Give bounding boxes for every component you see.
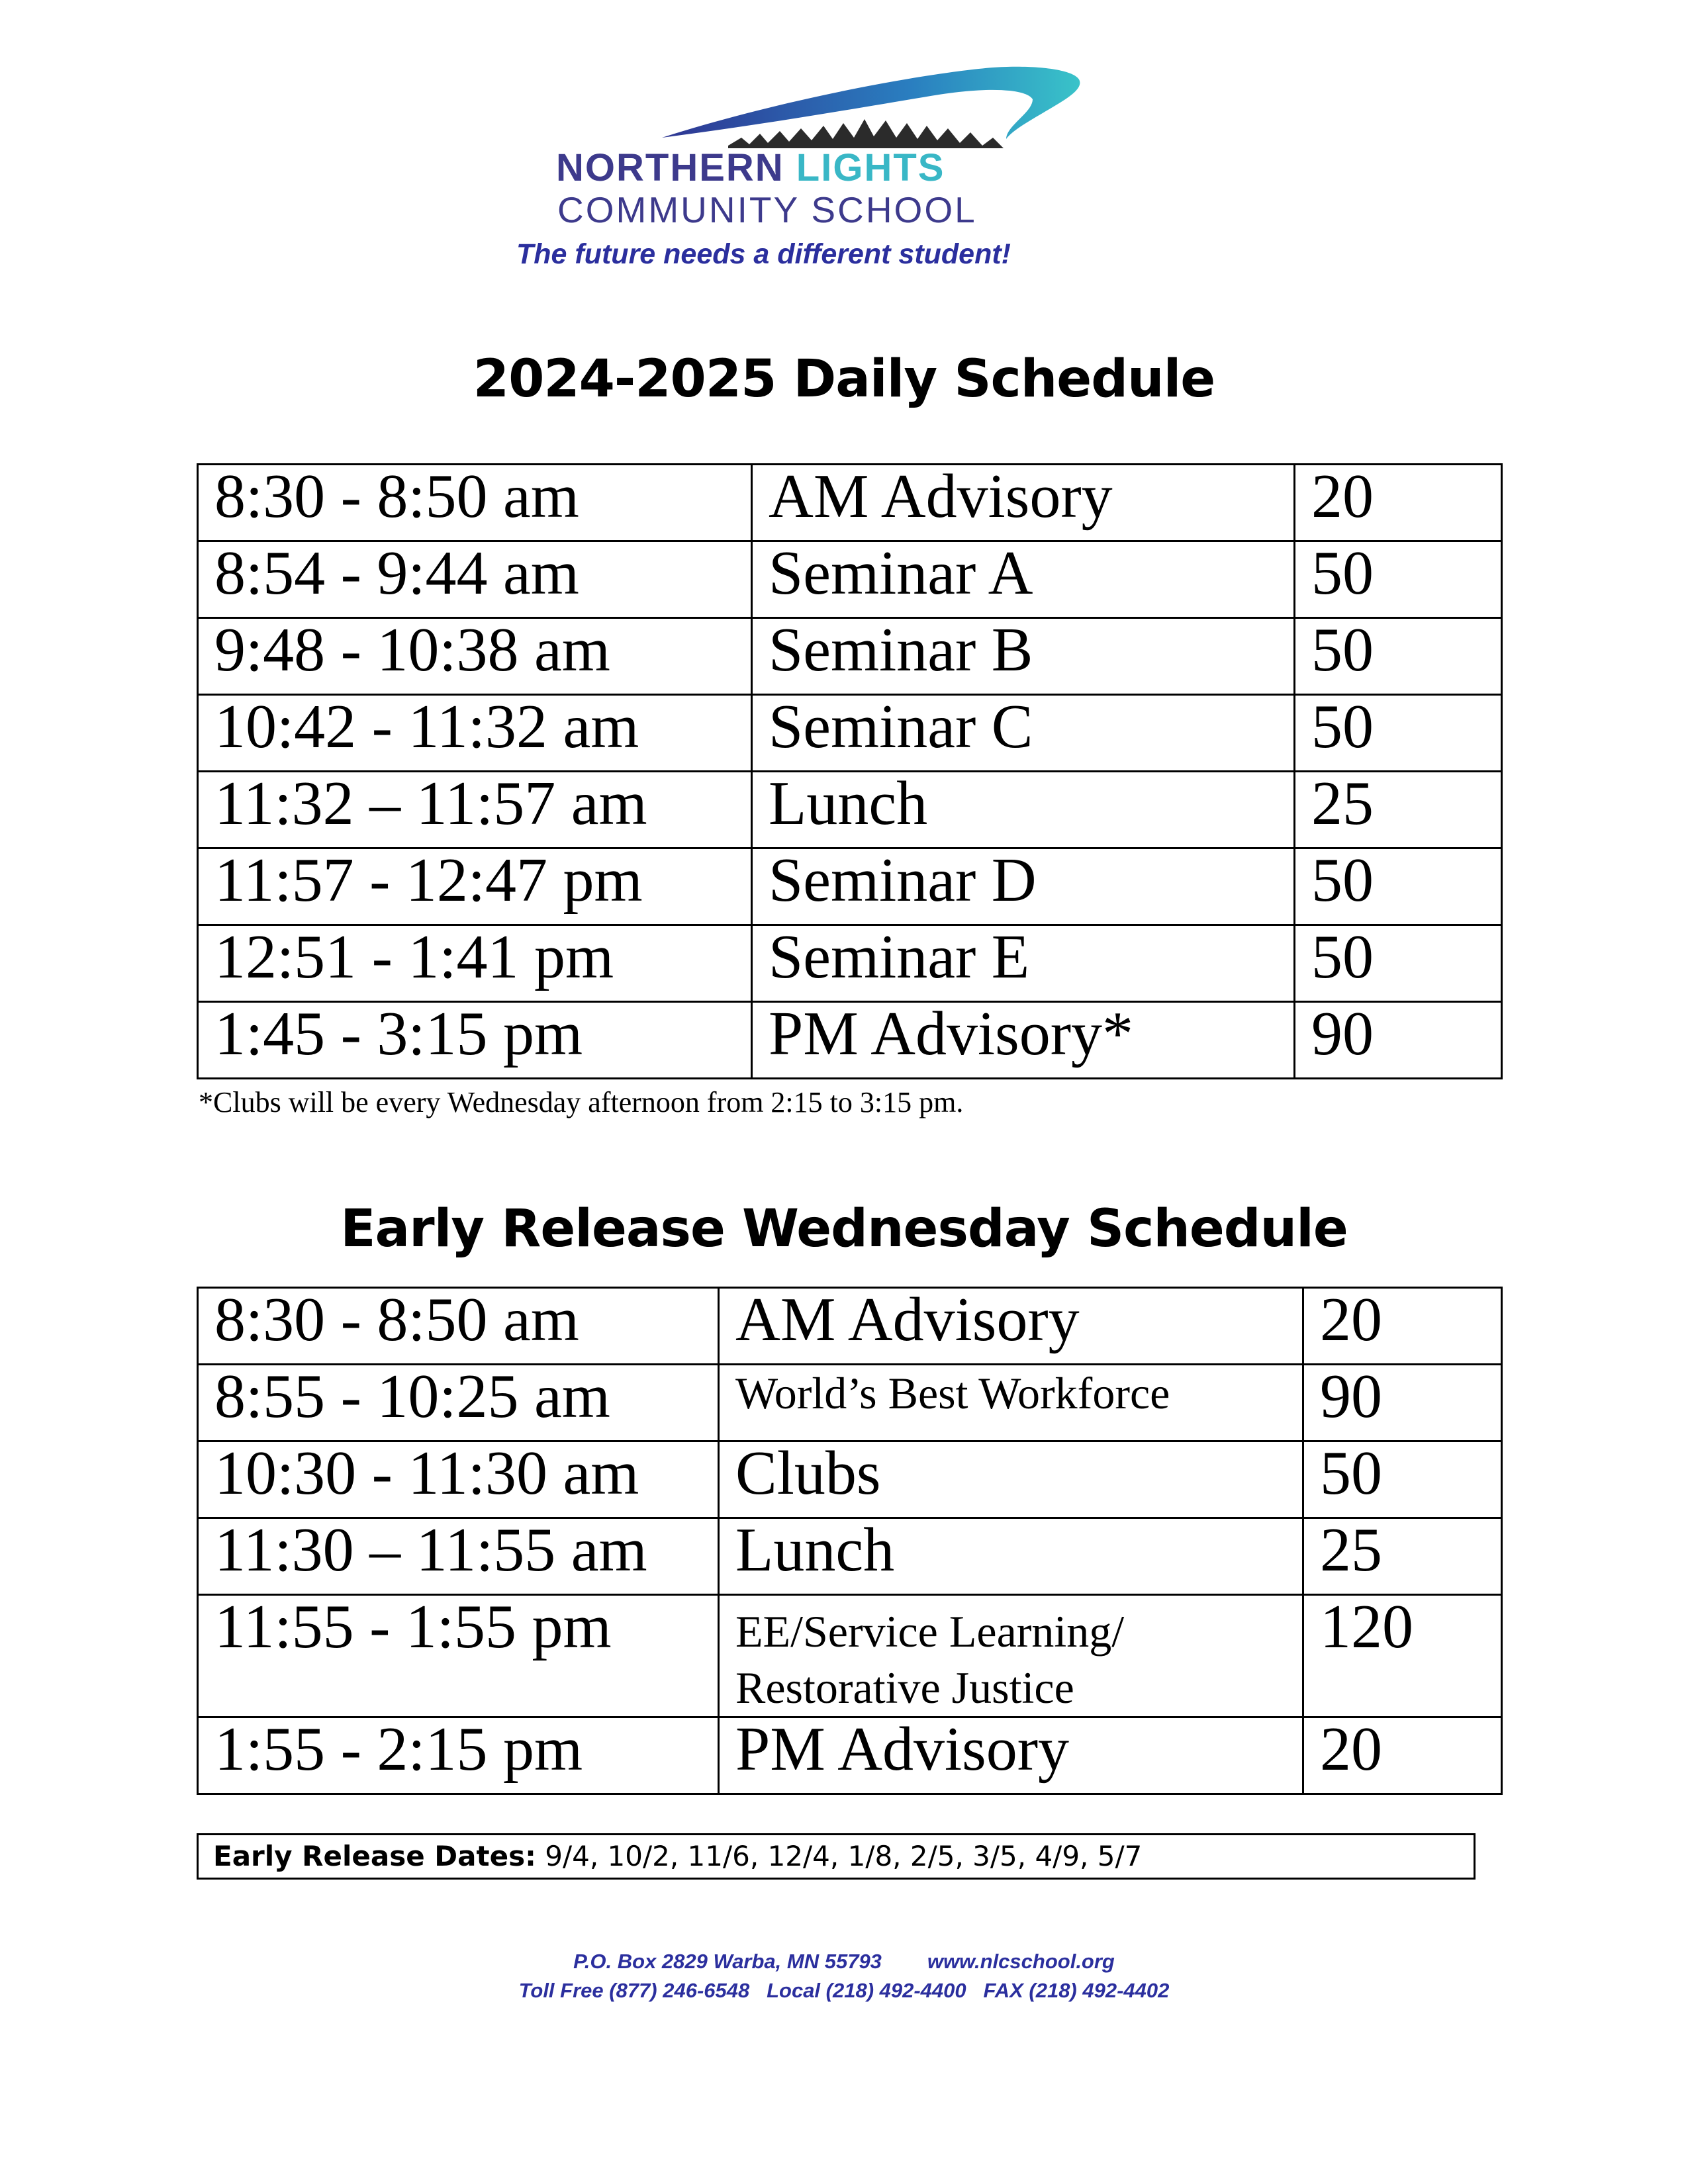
time-cell: 8:30 - 8:50 am xyxy=(198,465,752,541)
time-cell: 11:55 - 1:55 pm xyxy=(198,1595,719,1717)
logo-tagline: The future needs a different student! xyxy=(516,238,1011,270)
time-cell: 11:57 - 12:47 pm xyxy=(198,848,752,925)
schedule-row xyxy=(198,848,1502,925)
activity-cell: AM Advisory xyxy=(752,465,1295,541)
minutes-cell: 20 xyxy=(1303,1288,1502,1365)
minutes-cell: 50 xyxy=(1295,925,1502,1002)
activity-cell: PM Advisory* xyxy=(752,1002,1295,1079)
daily-schedule-table xyxy=(197,463,1503,1079)
logo-school-name xyxy=(556,146,945,190)
activity-line: EE/Service Learning/ xyxy=(735,1606,1125,1657)
time-cell: 1:55 - 2:15 pm xyxy=(198,1717,719,1794)
minutes-cell: 50 xyxy=(1295,541,1502,618)
schedule-row xyxy=(198,465,1502,541)
activity-cell: Lunch xyxy=(752,772,1295,848)
schedule-row xyxy=(198,541,1502,618)
time-cell: 10:30 - 11:30 am xyxy=(198,1441,719,1518)
logo-lights: LIGHTS xyxy=(796,146,945,189)
minutes-cell: 20 xyxy=(1303,1717,1502,1794)
early-release-table xyxy=(197,1287,1503,1795)
schedule-row xyxy=(198,1595,1502,1717)
schedule-row xyxy=(198,1288,1502,1365)
activity-cell: Seminar E xyxy=(752,925,1295,1002)
activity-cell: Seminar C xyxy=(752,695,1295,772)
logo-northern: NORTHERN xyxy=(556,146,784,189)
activity-line: Restorative Justice xyxy=(735,1662,1074,1713)
minutes-cell: 120 xyxy=(1303,1595,1502,1717)
time-cell: 9:48 - 10:38 am xyxy=(198,618,752,695)
activity-cell: Clubs xyxy=(719,1441,1303,1518)
minutes-cell: 25 xyxy=(1303,1518,1502,1595)
schedule-row xyxy=(198,1441,1502,1518)
northern-lights-swoosh-icon xyxy=(503,60,1139,152)
activity-cell: Seminar A xyxy=(752,541,1295,618)
time-cell: 12:51 - 1:41 pm xyxy=(198,925,752,1002)
activity-cell: PM Advisory xyxy=(719,1717,1303,1794)
schedule-row xyxy=(198,695,1502,772)
activity-cell: Seminar D xyxy=(752,848,1295,925)
minutes-cell: 50 xyxy=(1295,848,1502,925)
footer-address: P.O. Box 2829 Warba, MN 55793 www.nlcschool.org xyxy=(573,1950,1115,1973)
clubs-footnote: *Clubs will be every Wednesday afternoon from 2:15 to 3:15 pm. xyxy=(199,1086,964,1118)
logo-subtitle: COMMUNITY SCHOOL xyxy=(557,189,977,230)
schedule-row xyxy=(198,772,1502,848)
schedule-row xyxy=(198,1365,1502,1441)
activity-cell: World’s Best Workforce xyxy=(719,1365,1303,1441)
time-cell: 10:42 - 11:32 am xyxy=(198,695,752,772)
school-logo xyxy=(503,60,1139,285)
early-release-dates-value: 9/4, 10/2, 11/6, 12/4, 1/8, 2/5, 3/5, 4/9, 5/7 xyxy=(545,1840,1143,1872)
schedule-row xyxy=(198,925,1502,1002)
minutes-cell: 90 xyxy=(1303,1365,1502,1441)
early-release-title: Early Release Wednesday Schedule xyxy=(340,1199,1348,1259)
time-cell: 8:30 - 8:50 am xyxy=(198,1288,719,1365)
time-cell: 1:45 - 3:15 pm xyxy=(198,1002,752,1079)
schedule-row xyxy=(198,618,1502,695)
early-release-dates-label: Early Release Dates: xyxy=(213,1840,536,1872)
activity-cell: Lunch xyxy=(719,1518,1303,1595)
daily-schedule-title: 2024-2025 Daily Schedule xyxy=(473,349,1215,409)
schedule-row xyxy=(198,1717,1502,1794)
activity-cell xyxy=(719,1595,1303,1717)
time-cell: 8:55 - 10:25 am xyxy=(198,1365,719,1441)
time-cell: 8:54 - 9:44 am xyxy=(198,541,752,618)
time-cell: 11:30 – 11:55 am xyxy=(198,1518,719,1595)
minutes-cell: 90 xyxy=(1295,1002,1502,1079)
time-cell: 11:32 – 11:57 am xyxy=(198,772,752,848)
early-release-dates xyxy=(197,1833,1476,1880)
minutes-cell: 20 xyxy=(1295,465,1502,541)
minutes-cell: 25 xyxy=(1295,772,1502,848)
activity-cell: AM Advisory xyxy=(719,1288,1303,1365)
minutes-cell: 50 xyxy=(1295,695,1502,772)
minutes-cell: 50 xyxy=(1303,1441,1502,1518)
schedule-row xyxy=(198,1518,1502,1595)
minutes-cell: 50 xyxy=(1295,618,1502,695)
activity-cell: Seminar B xyxy=(752,618,1295,695)
schedule-row xyxy=(198,1002,1502,1079)
footer-phones: Toll Free (877) 246-6548 Local (218) 492-4400 FAX (218) 492-4402 xyxy=(518,1979,1170,2002)
